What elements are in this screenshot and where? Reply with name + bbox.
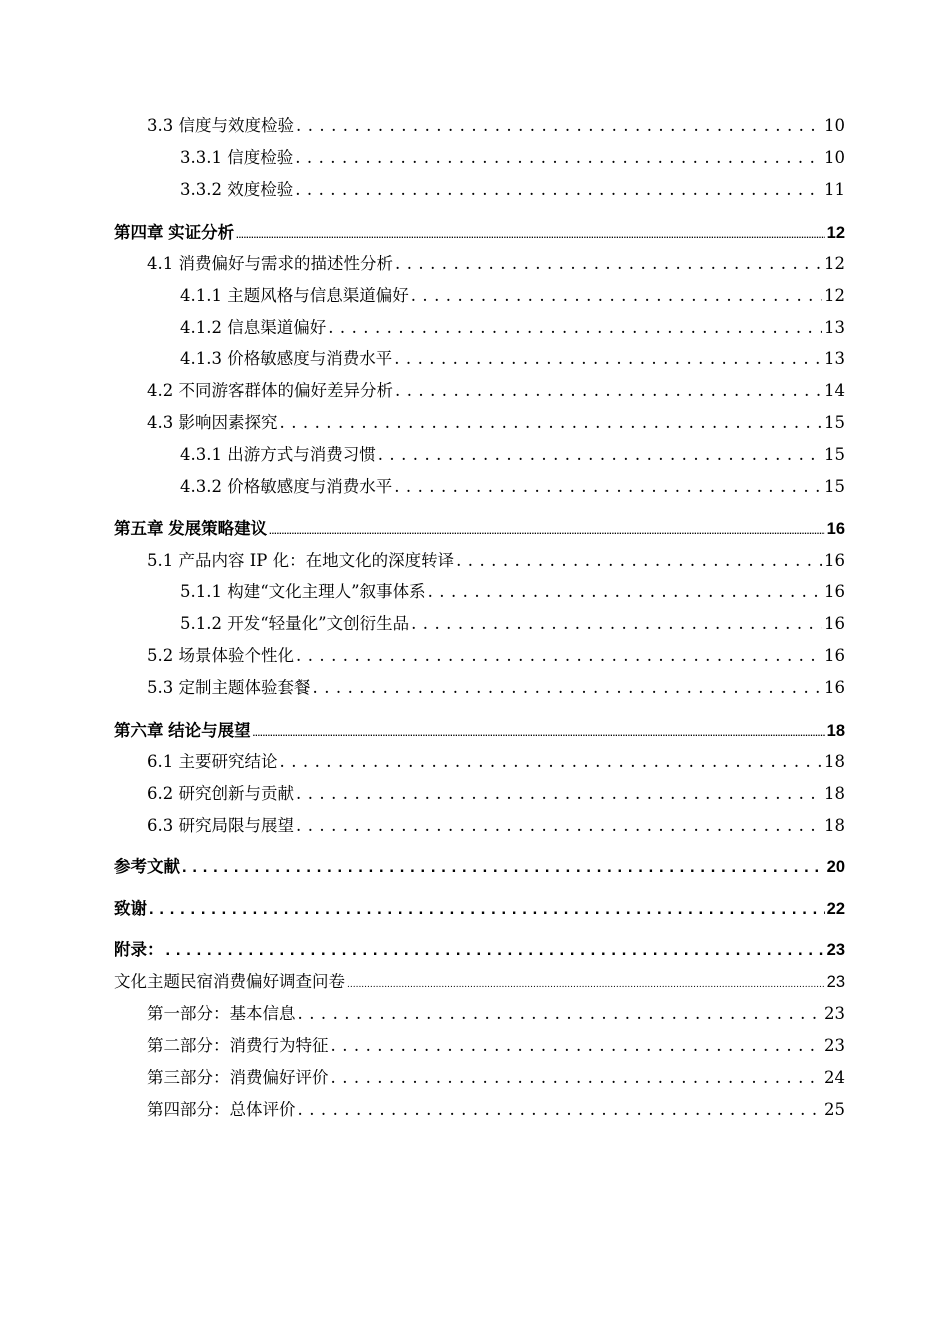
toc-entry-label: 5.1.1 构建“文化主理人”叙事体系 xyxy=(180,582,426,601)
toc-entry-page: 12 xyxy=(824,286,845,305)
toc-entry-label: 4.1 消费偏好与需求的描述性分析 xyxy=(147,254,393,273)
dot-leader xyxy=(182,858,825,877)
toc-entry xyxy=(147,112,845,136)
toc-entry xyxy=(147,409,845,433)
toc-entry-page: 23 xyxy=(824,1004,845,1023)
dot-leader xyxy=(328,318,822,337)
toc-entry-page: 16 xyxy=(824,582,845,601)
dot-leader xyxy=(280,413,823,432)
toc-entry-page: 16 xyxy=(826,520,845,538)
toc-entry-label: 5.3 定制主题体验套餐 xyxy=(147,678,311,697)
toc-entry xyxy=(114,968,845,992)
toc-entry-page: 18 xyxy=(824,784,845,803)
toc-entry-label: 致谢 xyxy=(114,900,147,918)
toc-entry-page: 12 xyxy=(824,254,845,273)
toc-entry-page: 16 xyxy=(824,678,845,697)
toc-entry-label: 4.1.3 价格敏感度与消费水平 xyxy=(180,349,393,368)
toc-entry-page: 14 xyxy=(824,381,845,400)
toc-entry-page: 11 xyxy=(824,180,845,199)
dot-leader xyxy=(347,972,825,991)
toc-entry-page: 16 xyxy=(824,551,845,570)
toc-entry-page: 20 xyxy=(826,858,845,876)
dot-leader xyxy=(378,445,822,464)
toc-entry xyxy=(147,748,845,772)
dot-leader xyxy=(298,1100,823,1119)
toc-entry-page: 15 xyxy=(824,445,845,464)
dot-leader xyxy=(296,816,822,835)
dot-leader xyxy=(331,1036,823,1055)
toc-entry-label: 4.1.2 信息渠道偏好 xyxy=(180,318,327,337)
toc-entry xyxy=(147,642,845,666)
toc-entry xyxy=(180,144,845,168)
dot-leader xyxy=(395,381,822,400)
toc-entry-page: 23 xyxy=(826,941,845,959)
toc-entry-label: 3.3 信度与效度检验 xyxy=(147,116,294,135)
toc-chapter xyxy=(114,717,845,741)
dot-leader xyxy=(411,286,822,305)
toc-entry xyxy=(180,578,845,602)
toc-entry xyxy=(147,674,845,698)
toc-entry-label: 4.1.1 主题风格与信息渠道偏好 xyxy=(180,286,409,305)
toc-entry xyxy=(147,1000,845,1024)
toc-entry-label: 6.3 研究局限与展望 xyxy=(147,816,294,835)
toc-entry-label: 4.3.2 价格敏感度与消费水平 xyxy=(180,477,393,496)
toc-entry-label: 4.3.1 出游方式与消费习惯 xyxy=(180,445,376,464)
toc-entry xyxy=(147,1096,845,1120)
toc-entry-page: 25 xyxy=(824,1100,845,1119)
dot-leader xyxy=(296,116,822,135)
toc-entry-label: 第五章 发展策略建议 xyxy=(114,520,268,538)
toc-entry-label: 5.2 场景体验个性化 xyxy=(147,646,294,665)
toc-entry-label: 5.1.2 开发“轻量化”文创衍生品 xyxy=(180,614,410,633)
toc-entry-label: 4.2 不同游客群体的偏好差异分析 xyxy=(147,381,393,400)
dot-leader xyxy=(253,722,825,741)
toc-entry-label: 5.1 产品内容 IP 化：在地文化的深度转译 xyxy=(147,551,455,570)
toc-entry-label: 第三部分：消费偏好评价 xyxy=(147,1068,329,1087)
toc-chapter xyxy=(114,515,845,539)
dot-leader xyxy=(411,614,822,633)
toc-entry-label: 附录： xyxy=(114,941,164,959)
toc-entry xyxy=(147,547,845,571)
toc-entry-page: 16 xyxy=(824,614,845,633)
toc-entry-page: 15 xyxy=(824,413,845,432)
toc-entry xyxy=(180,610,845,634)
toc-entry-page: 24 xyxy=(824,1068,845,1087)
toc-entry-page: 13 xyxy=(824,349,845,368)
dot-leader xyxy=(394,349,822,368)
toc-entry xyxy=(147,1032,845,1056)
dot-leader xyxy=(269,520,825,539)
dot-leader xyxy=(295,180,822,199)
toc-entry-label: 第六章 结论与展望 xyxy=(114,722,251,740)
dot-leader xyxy=(395,254,822,273)
toc-chapter xyxy=(114,895,845,919)
toc-entry-label: 3.3.1 信度检验 xyxy=(180,148,294,167)
toc-entry-page: 22 xyxy=(826,900,845,918)
toc-entry xyxy=(180,345,845,369)
toc-entry-page: 10 xyxy=(824,116,845,135)
dot-leader xyxy=(456,551,822,570)
toc-entry xyxy=(147,250,845,274)
dot-leader xyxy=(166,941,825,960)
toc-entry-page: 16 xyxy=(824,646,845,665)
toc-entry-label: 文化主题民宿消费偏好调查问卷 xyxy=(114,972,345,991)
toc-entry-label: 6.2 研究创新与贡献 xyxy=(147,784,294,803)
toc-entry xyxy=(147,780,845,804)
dot-leader xyxy=(428,582,822,601)
toc-entry-label: 第二部分：消费行为特征 xyxy=(147,1036,329,1055)
toc-entry xyxy=(147,812,845,836)
toc-entry xyxy=(180,282,845,306)
toc-entry xyxy=(180,314,845,338)
toc-entry-page: 13 xyxy=(824,318,845,337)
toc-entry xyxy=(147,377,845,401)
toc-entry xyxy=(180,176,845,200)
toc-entry-page: 23 xyxy=(824,1036,845,1055)
toc-entry-label: 第一部分：基本信息 xyxy=(147,1004,296,1023)
toc-entry xyxy=(180,473,845,497)
toc-chapter xyxy=(114,936,845,960)
dot-leader xyxy=(295,148,822,167)
toc-entry-page: 18 xyxy=(824,816,845,835)
toc-chapter xyxy=(114,219,845,243)
dot-leader xyxy=(236,224,825,243)
dot-leader xyxy=(296,784,822,803)
toc-entry xyxy=(147,1064,845,1088)
toc-chapter xyxy=(114,853,845,877)
toc-entry-page: 10 xyxy=(824,148,845,167)
toc-entry-label: 第四部分：总体评价 xyxy=(147,1100,296,1119)
toc-entry-label: 4.3 影响因素探究 xyxy=(147,413,278,432)
dot-leader xyxy=(313,678,823,697)
toc-entry-page: 23 xyxy=(826,973,845,991)
toc-entry-label: 3.3.2 效度检验 xyxy=(180,180,294,199)
toc-entry-page: 18 xyxy=(824,752,845,771)
dot-leader xyxy=(149,900,825,919)
dot-leader xyxy=(280,752,823,771)
toc-entry-label: 第四章 实证分析 xyxy=(114,224,235,242)
toc-entry xyxy=(180,441,845,465)
toc-entry-page: 15 xyxy=(824,477,845,496)
dot-leader xyxy=(298,1004,823,1023)
toc-entry-label: 6.1 主要研究结论 xyxy=(147,752,278,771)
dot-leader xyxy=(394,477,822,496)
toc-entry-label: 参考文献 xyxy=(114,858,180,876)
toc-entry-page: 18 xyxy=(826,722,845,740)
toc-entry-page: 12 xyxy=(826,224,845,242)
dot-leader xyxy=(296,646,822,665)
dot-leader xyxy=(331,1068,823,1087)
